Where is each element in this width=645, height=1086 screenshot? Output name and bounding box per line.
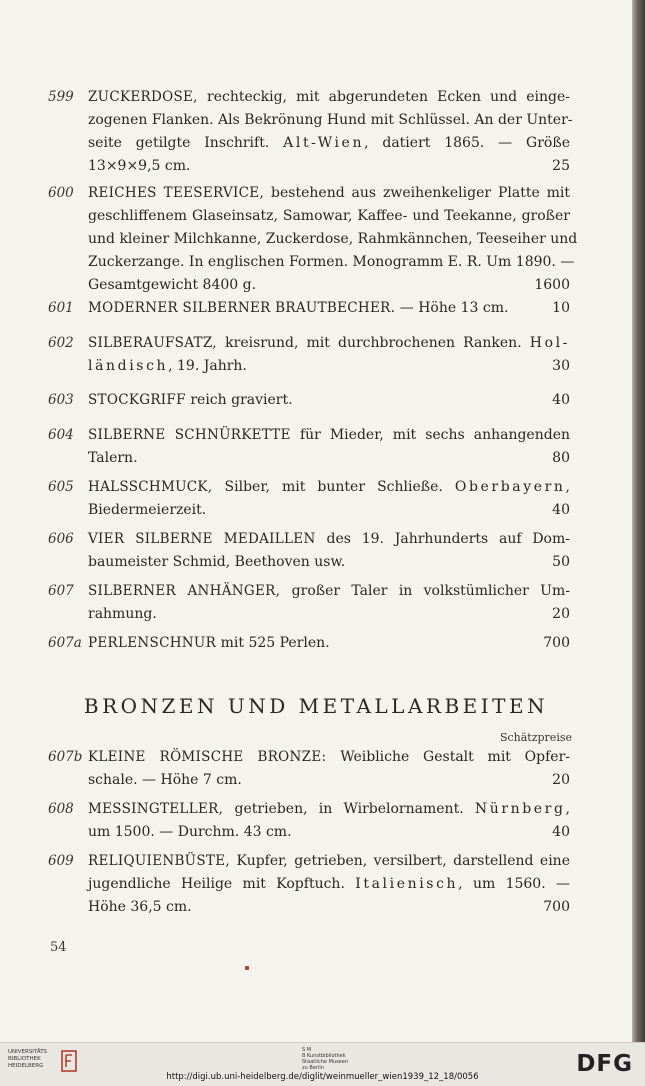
text-line: RELIQUIENBÜSTE, Kupfer, getrieben, versilbert, darstellend eine: [88, 853, 570, 869]
page-number: 54: [50, 940, 67, 955]
lot-number: 605: [48, 479, 74, 495]
red-mark: [245, 966, 249, 970]
text-line: baumeister Schmid, Beethoven usw. 50: [88, 551, 570, 574]
item-title: MODERNER SILBERNER BRAUTBECHER.: [88, 300, 400, 316]
text-line: REICHES TEESERVICE, bestehend aus zweihenkeliger Platte mit: [88, 185, 570, 201]
estimate-price: 10: [552, 300, 570, 316]
ub-crest-icon: [60, 1049, 80, 1073]
catalog-entry: [48, 798, 570, 844]
catalog-entry: [48, 528, 570, 574]
catalog-entry: [48, 389, 570, 412]
text-line: STOCKGRIFF reich graviert. 40: [88, 389, 570, 412]
text-line: seite getilgte Inschrift. Alt-Wien, datiert 1865. — Größe: [88, 135, 570, 151]
catalog-entry: [48, 424, 570, 470]
ub-heidelberg-logo[interactable]: [8, 1049, 47, 1070]
lot-number: 608: [48, 801, 74, 817]
lot-number: 602: [48, 335, 74, 351]
estimate-price: 40: [552, 392, 570, 408]
catalog-entry: [48, 86, 573, 178]
text-line: Biedermeierzeit. 40: [88, 499, 570, 522]
text-line: rahmung. 20: [88, 603, 570, 626]
text-line: geschliffenem Glaseinsatz, Samowar, Kaffee- und Teekanne, großer: [88, 208, 570, 224]
text-line: um 1500. — Durchm. 43 cm. 40: [88, 821, 570, 844]
catalog-entry: [48, 332, 570, 378]
text-line: SILBERNER ANHÄNGER, großer Taler in volkstümlicher Um-: [88, 583, 570, 599]
estimate-price: 700: [543, 635, 570, 651]
lot-number: 606: [48, 531, 74, 547]
ub-logo-line: HEIDELBERG: [8, 1063, 44, 1069]
estimate-price: 50: [552, 554, 570, 570]
lot-number: 609: [48, 853, 74, 869]
text-line: ländisch, 19. Jahrh. 30: [88, 355, 570, 378]
entry-description: [88, 297, 570, 320]
item-title: SILBERNE SCHNÜRKETTE: [88, 427, 300, 443]
item-title: VIER SILBERNE MEDAILLEN: [88, 531, 327, 547]
catalog-entry: [48, 632, 570, 655]
text-line: ZUCKERDOSE, rechteckig, mit abgerundeten Ecken und einge-: [88, 89, 570, 105]
estimate-price: 1600: [534, 277, 570, 293]
text-line: Talern. 80: [88, 447, 570, 470]
estimate-price: 700: [543, 899, 570, 915]
catalog-entry: [48, 297, 570, 320]
text-line: Gesamtgewicht 8400 g. 1600: [88, 274, 570, 297]
smb-logo[interactable]: [302, 1047, 348, 1071]
text-line: 13×9×9,5 cm. 25: [88, 155, 570, 178]
smb-line: Staatliche Museen: [302, 1059, 348, 1065]
smb-line: S M: [302, 1047, 312, 1053]
entry-description: [88, 850, 570, 919]
item-title: MESSINGTELLER,: [88, 801, 235, 817]
text-line: MESSINGTELLER, getrieben, in Wirbelornament. Nürnberg,: [88, 801, 570, 817]
lot-number: 607: [48, 583, 74, 599]
entry-description: [88, 798, 570, 844]
item-title: PERLENSCHNUR: [88, 635, 221, 651]
catalog-entry: [48, 746, 570, 792]
lot-number: 600: [48, 185, 74, 201]
item-title: KLEINE RÖMISCHE BRONZE:: [88, 749, 341, 765]
section-title: BRONZEN UND METALLARBEITEN: [83, 694, 549, 718]
dfg-logo[interactable]: DFG: [576, 1051, 633, 1077]
entry-description: [88, 580, 570, 626]
catalog-entry: [48, 476, 570, 522]
estimate-price: 80: [552, 450, 570, 466]
ub-logo-line: UNIVERSITÄTS: [8, 1049, 48, 1055]
catalog-entry: [48, 182, 578, 297]
estimates-label: Schätzpreise: [499, 731, 572, 744]
text-line: schale. — Höhe 7 cm. 20: [88, 769, 570, 792]
entry-description: [88, 528, 570, 574]
estimate-price: 25: [552, 158, 570, 174]
entry-description: [88, 332, 570, 378]
text-line: und kleiner Milchkanne, Zuckerdose, Rahmkännchen, Teeseiher und: [88, 231, 578, 247]
item-title: RELIQUIENBÜSTE,: [88, 853, 237, 869]
entry-description: [88, 632, 570, 655]
entry-description: [88, 746, 570, 792]
estimate-price: 20: [552, 606, 570, 622]
text-line: SILBERNE SCHNÜRKETTE für Mieder, mit sechs anhangenden: [88, 427, 570, 443]
item-title: REICHES TEESERVICE,: [88, 185, 272, 201]
text-line: VIER SILBERNE MEDAILLEN des 19. Jahrhunderts auf Dom-: [88, 531, 570, 547]
lot-number: 604: [48, 427, 74, 443]
lot-number: 601: [48, 300, 74, 316]
entry-description: [88, 476, 570, 522]
text-line: Höhe 36,5 cm. 700: [88, 896, 570, 919]
estimate-price: 30: [552, 358, 570, 374]
lot-number: 603: [48, 392, 74, 408]
lot-number: 607b: [48, 749, 83, 765]
text-line: zogenen Flanken. Als Bekrönung Hund mit Schlüssel. An der Unter-: [88, 112, 573, 128]
ub-logo-line: BIBLIOTHEK: [8, 1056, 41, 1062]
book-spine-edge: [632, 0, 645, 1042]
text-line: KLEINE RÖMISCHE BRONZE: Weibliche Gestalt mit Opfer-: [88, 749, 570, 765]
entry-description: [88, 86, 573, 178]
smb-line: zu Berlin: [302, 1065, 324, 1071]
item-title: SILBERNER ANHÄNGER,: [88, 583, 292, 599]
catalog-entry: [48, 580, 570, 626]
catalog-entry: [48, 850, 570, 919]
text-line: SILBERAUFSATZ, kreisrund, mit durchbrochenen Ranken. Hol-: [88, 335, 571, 351]
text-line: PERLENSCHNUR mit 525 Perlen. 700: [88, 632, 570, 655]
text-line: MODERNER SILBERNER BRAUTBECHER. — Höhe 13 cm. 10: [88, 297, 570, 320]
item-title: STOCKGRIFF: [88, 392, 191, 408]
item-title: ZUCKERDOSE,: [88, 89, 208, 105]
smb-line: B Kunstbibliothek: [302, 1053, 346, 1059]
estimate-price: 20: [552, 772, 570, 788]
lot-number: 607a: [48, 635, 82, 651]
permalink-url[interactable]: http://digi.ub.uni-heidelberg.de/diglit/weinmueller_wien1939_12_18/0056: [166, 1072, 479, 1082]
lot-number: 599: [48, 89, 74, 105]
entry-description: [88, 424, 570, 470]
estimate-price: 40: [552, 824, 570, 840]
item-title: HALSSCHMUCK,: [88, 479, 225, 495]
text-line: Zuckerzange. In englischen Formen. Monogramm E. R. Um 1890. —: [88, 254, 575, 270]
entry-description: [88, 389, 570, 412]
text-line: HALSSCHMUCK, Silber, mit bunter Schließe. Oberbayern,: [88, 479, 570, 495]
estimate-price: 40: [552, 502, 570, 518]
entry-description: [88, 182, 578, 297]
text-line: jugendliche Heilige mit Kopftuch. Italienisch, um 1560. —: [88, 876, 571, 892]
item-title: SILBERAUFSATZ,: [88, 335, 226, 351]
